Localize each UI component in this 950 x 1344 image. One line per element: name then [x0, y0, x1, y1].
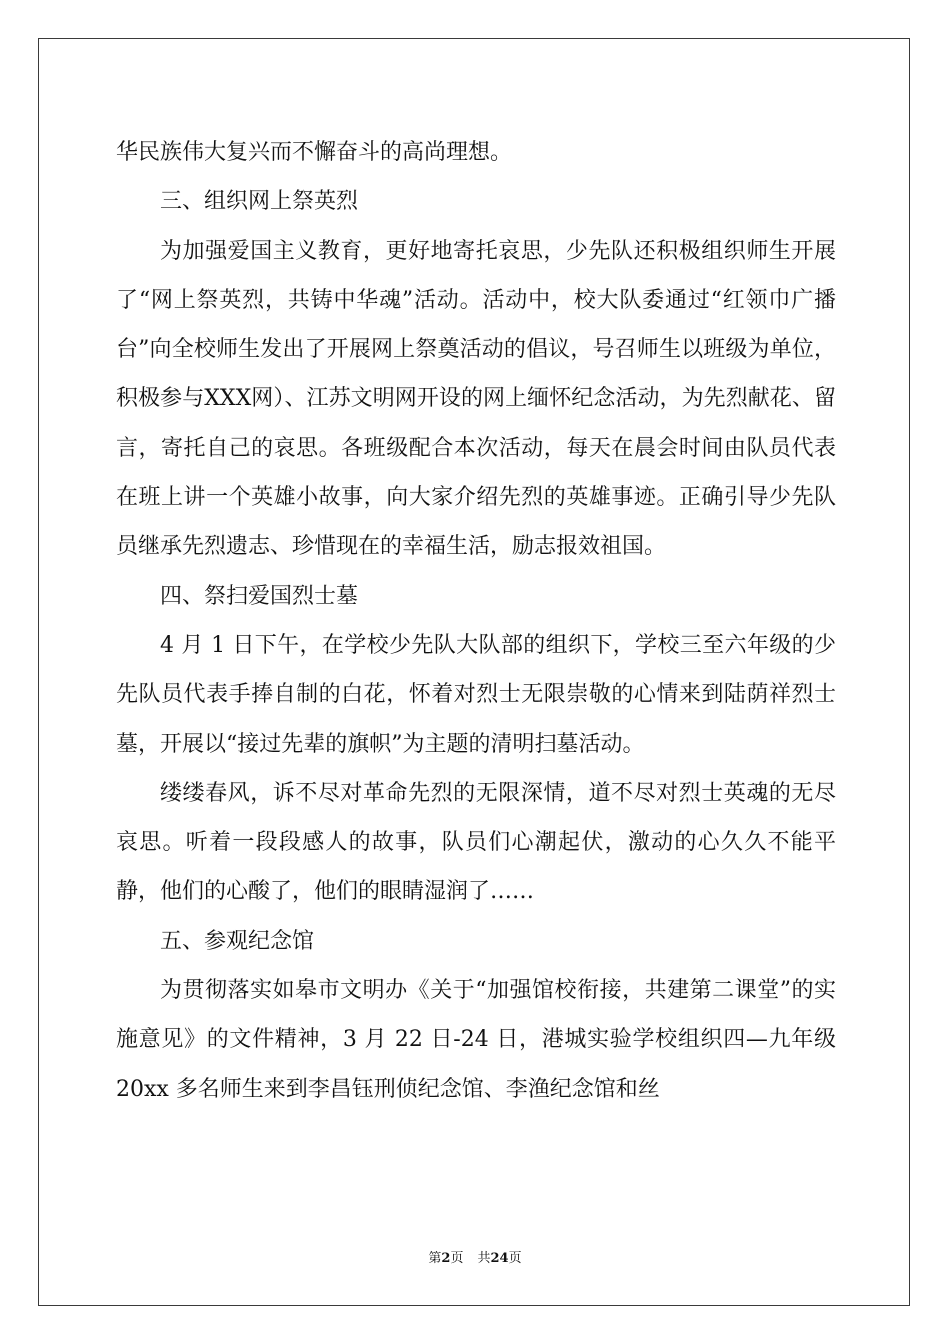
footer-total-suffix: 页	[508, 1251, 522, 1266]
section-heading-5: 五、参观纪念馆	[160, 928, 315, 954]
paragraph-spring-breeze: 缕缕春风，诉不尽对革命先烈的无限深情，道不尽对烈士英魂的无尽哀思。听着一段段感人的故事，队员们心潮起伏，激动的心久久不能平静，他们的心酸了，他们的眼睛湿润了……	[116, 780, 836, 905]
document-body	[116, 128, 836, 1114]
paragraph-memorial-visit: 为贯彻落实如皋市文明办《关于“加强馆校衔接，共建第二课堂”的实施意见》的文件精神，3 月 22 日-24 日，港城实验学校组织四—九年级 20xx 多名师生来到李昌钰刑侦纪念馆、李渔纪念馆和丝	[116, 978, 836, 1102]
section-heading-3: 三、组织网上祭英烈	[160, 189, 359, 215]
paragraph-online-tribute: 为加强爱国主义教育，更好地寄托哀思，少先队还积极组织师生开展了“网上祭英烈，共铸中华魂”活动。活动中，校大队委通过“红领巾广播台”向全校师生发出了开展网上祭奠活动的倡议，号召师生以班级为单位，积极参与XXX网）、江苏文明网开设的网上缅怀纪念活动，为先烈献花、留言，寄托自己的哀思。各班级配合本次活动，每天在晨会时间由队员代表在班上讲一个英雄小故事，向大家介绍先烈的英雄事迹。正确引导少先队员继承先烈遗志、珍惜现在的幸福生活，励志报效祖国。	[116, 238, 836, 560]
paragraph-tomb-sweeping: 4 月 1 日下午，在学校少先队大队部的组织下，学校三至六年级的少先队员代表手捧自制的白花，怀着对烈士无限崇敬的心情来到陆荫祥烈士墓，开展以“接过先辈的旗帜”为主题的清明扫墓活动。	[116, 632, 836, 757]
footer-page-current: 2	[441, 1251, 451, 1266]
footer-total-prefix: 共	[477, 1251, 491, 1266]
footer-page-prefix: 第	[428, 1251, 442, 1266]
page-footer	[0, 1247, 950, 1266]
section-heading-4: 四、祭扫爱国烈士墓	[160, 583, 359, 609]
footer-page-total: 24	[490, 1251, 509, 1266]
footer-page-suffix: 页	[450, 1251, 464, 1266]
paragraph-continuation: 华民族伟大复兴而不懈奋斗的高尚理想。	[116, 140, 513, 165]
